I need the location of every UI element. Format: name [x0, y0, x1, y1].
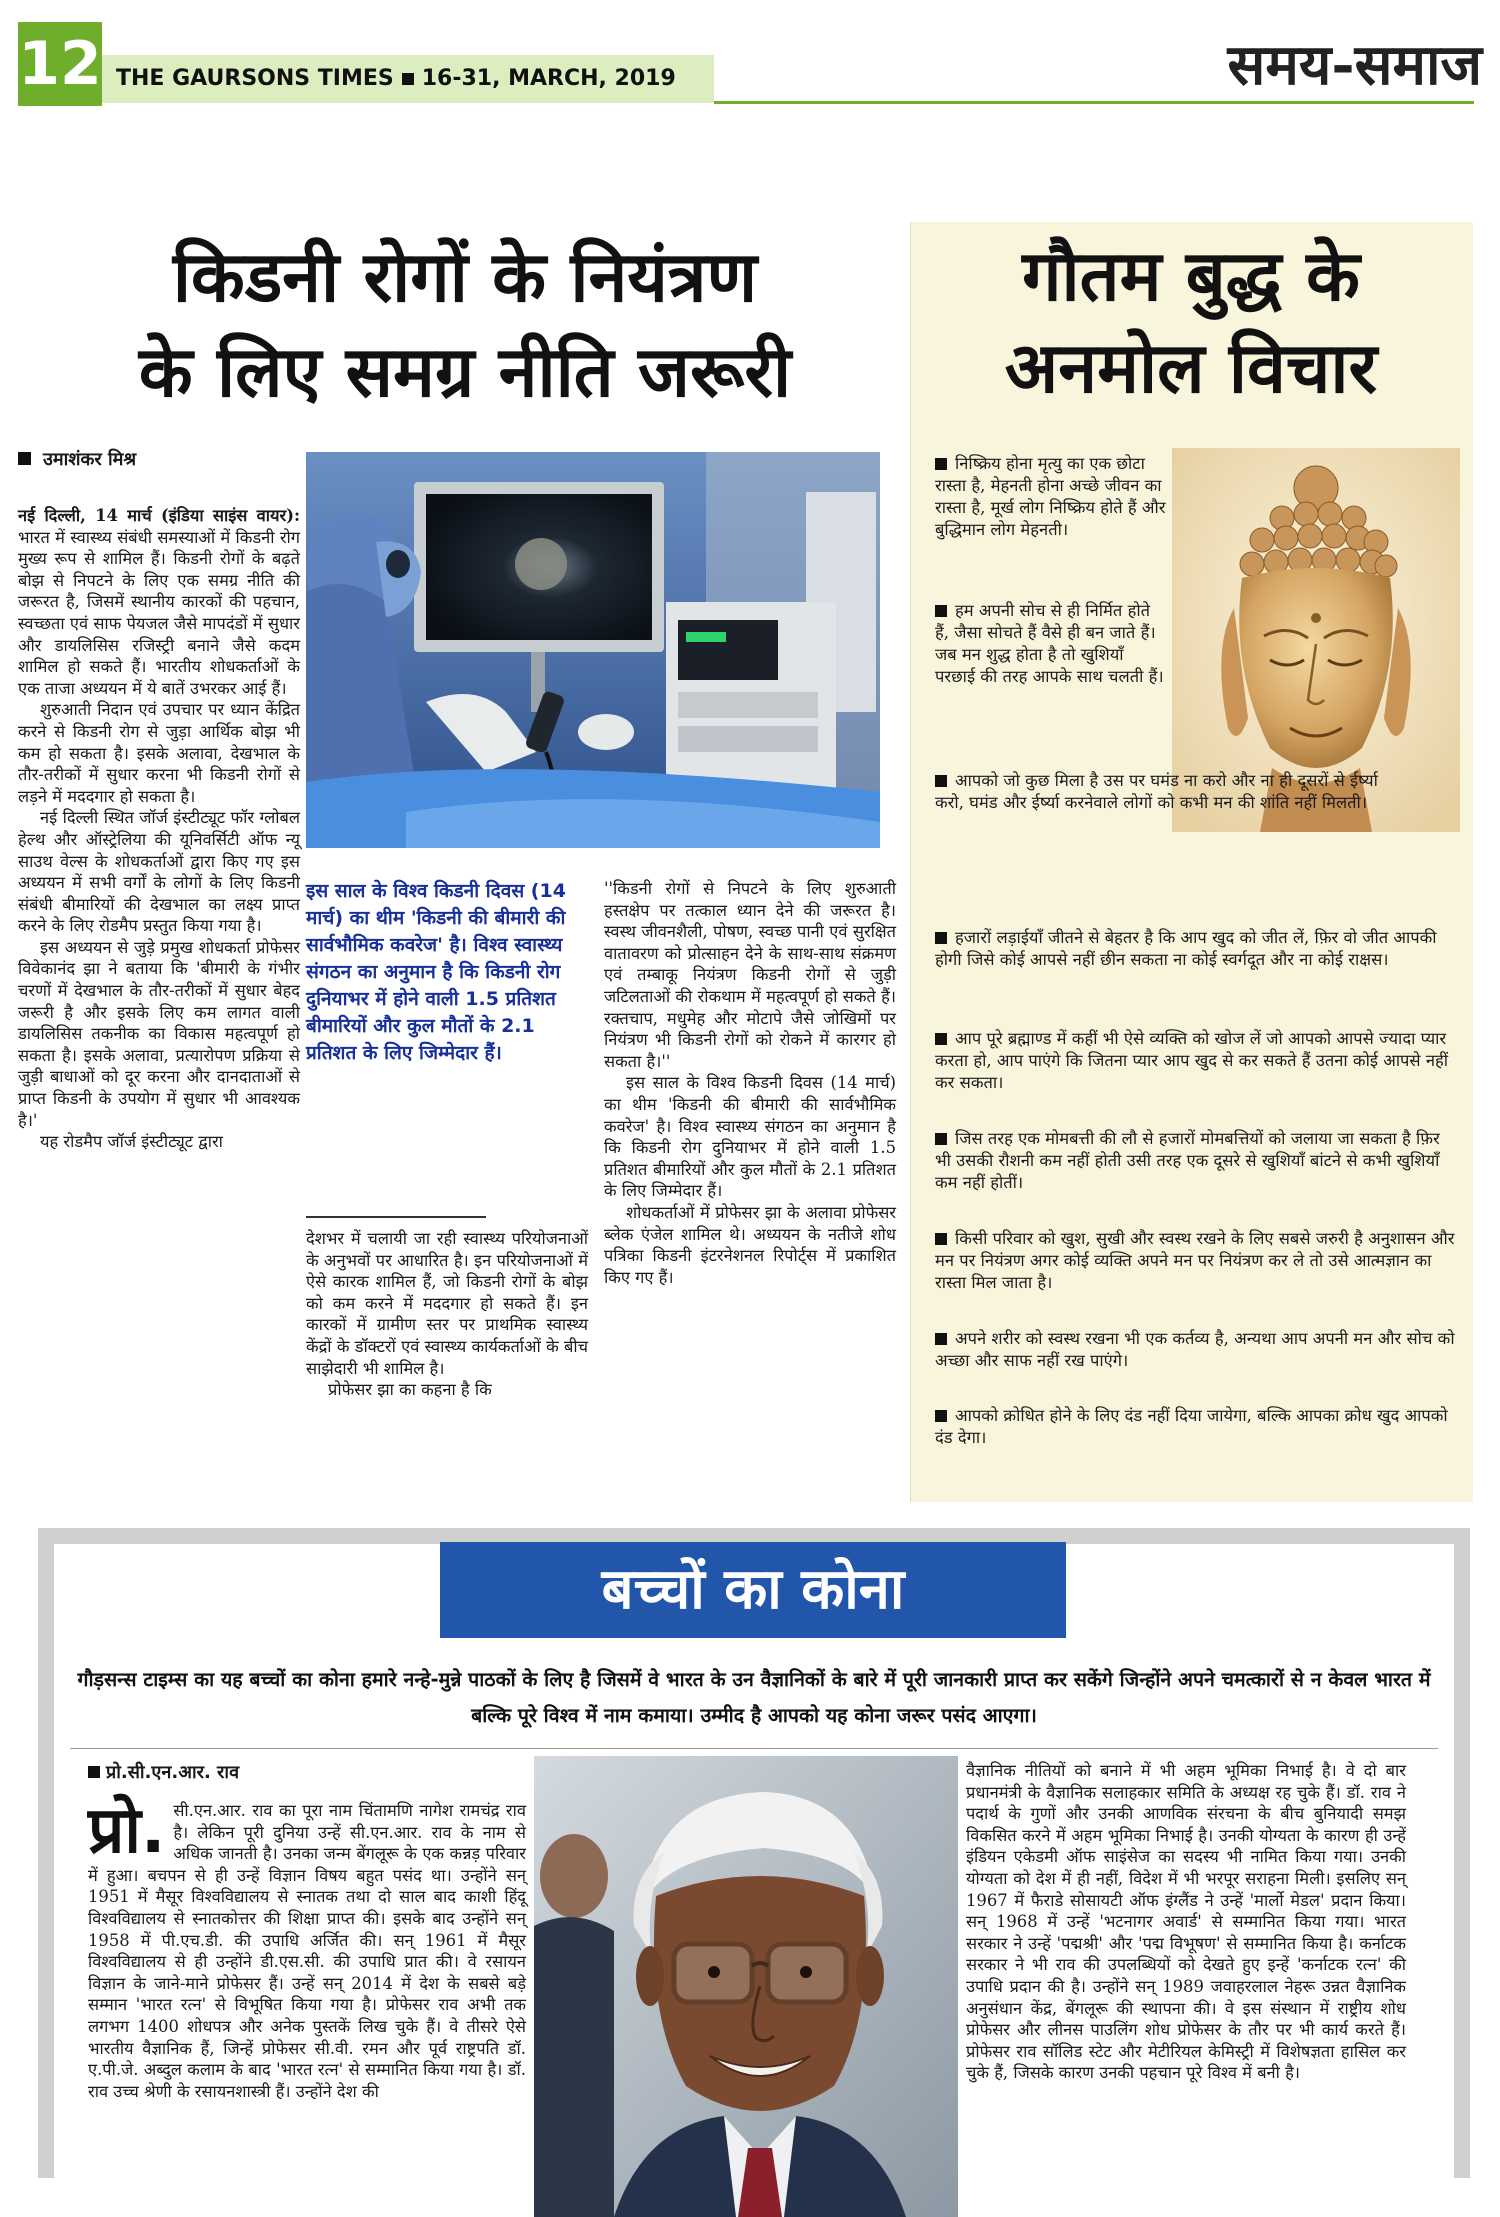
- buddha-quotes-box: [910, 222, 1473, 1502]
- square-bullet-icon: [935, 1133, 947, 1145]
- drop-cap: प्रो.: [88, 1794, 166, 1868]
- square-bullet-icon: [18, 452, 31, 465]
- square-bullet-icon: [88, 1766, 100, 1778]
- paragraph: नई दिल्ली स्थित जॉर्ज इंस्टीट्यूट फॉर ग्लोबल हेल्थ और ऑस्ट्रेलिया की यूनिवर्सिटी ऑफ न्यू साउथ वेल्स के शोधकर्ताओं द्वारा किए गए इस अध्ययन में सभी वर्गों के लोगों के लिए किडनी संबंधी बीमारियों की देखभाल का लक्ष्य प्राप्त करने के लिए रोडमैप प्रस्तुत किया गया है।: [18, 808, 300, 936]
- byline-text: प्रो.सी.एन.आर. राव: [106, 1762, 240, 1783]
- square-bullet-icon: [935, 1410, 947, 1422]
- section-title: समय-समाज: [1227, 32, 1482, 98]
- quote-text: अपने शरीर को स्वस्थ रखना भी एक कर्तव्य है, अन्यथा आप अपनी मन और सोच को अच्छा और साफ नहीं रख पाएंगे।: [935, 1329, 1455, 1370]
- masthead-strip: [102, 55, 714, 103]
- buddha-quote-2: [935, 600, 1167, 688]
- quote-text: किसी परिवार को खुश, सुखी और स्वस्थ रखने के लिए सबसे जरुरी है अनुशासन और मन पर नियंत्रण अगर कोई व्यक्ति अपने मन पर नियंत्रण कर ले तो उसे आत्मज्ञान का रास्ता मिल जाता है।: [935, 1229, 1455, 1292]
- paragraph: देशभर में चलायी जा रही स्वास्थ्य परियोजनाओं के अनुभवों पर आधारित है। इन परियोजनाओं में ऐसे कारक शामिल हैं, जो किडनी रोगों के बोझ को कम करने में मददगार हो सकते हैं। इन कारकों में ग्रामीण स्तर पर प्राथमिक स्वास्थ्य केंद्रों के डॉक्टरों एवं स्वास्थ्य कार्यकर्ताओं के बीच साझेदारी भी शामिल है।: [306, 1229, 588, 1378]
- surgery-illustration: [306, 452, 880, 848]
- buddha-quote-9: [935, 1405, 1455, 1449]
- pull-quote: इस साल के विश्व किडनी दिवस (14 मार्च) का थीम 'किडनी की बीमारी की सार्वभौमिक कवरेज' है। विश्व स्वास्थ्य संगठन का अनुमान है कि किडनी रोग दुनियाभर में होने वाली 1.5 प्रतिशत बीमारियों और कुल मौतों के 2.1 प्रतिशत के लिए जिम्मेदार हैं।: [306, 880, 566, 1064]
- paragraph-text: सी.एन.आर. राव का पूरा नाम चिंतामणि नागेश रामचंद्र राव है। लेकिन पूरी दुनिया उन्हें सी.एन.आर. राव के नाम से अधिक जानती है। उनका जन्म बेंगलूरू के एक कन्नड़ परिवार में हुआ। बचपन से ही उन्हें विज्ञान विषय बहुत पसंद था। उन्होंने सन् 1951 में मैसूर विश्वविद्यालय से स्नातक तथा दो साल बाद काशी हिंदू विश्वविद्यालय से स्नातकोत्तर की शिक्षा प्राप्त की। इसके बाद उन्होंने सन् 1958 में पी.एच.डी. की उपाधि अर्जित की। सन् 1961 में मैसूर विश्वविद्यालय से ही उन्होंने डी.एस.सी. की उपाधि प्रात की। वे रसायन विज्ञान के जाने-माने प्रोफेसर हैं। उन्हें सन् 2014 में देश के सबसे बड़े सम्मान 'भारत रत्न' से विभूषित किया गया है। प्रोफेसर राव अभी तक लगभग 1400 शोधपत्र और अनेक पुस्तकें लिख चुके हैं। वे तीसरे ऐसे भारतीय वैज्ञानिक हैं, जिन्हें प्रोफेसर सी.वी. रमन और पूर्व राष्ट्रपति डॉ. ए.पी.जे. अब्दुल कलाम के बाद 'भारत रत्न' से सम्मानित किया गया है। डॉ. राव उच्च श्रेणी के रसायनशास्त्री हैं। उन्होंने देश की: [88, 1801, 526, 2101]
- buddha-heading: [910, 230, 1472, 414]
- square-bullet-icon: [402, 73, 414, 85]
- buddha-quote-1: [935, 453, 1167, 541]
- buddha-quote-4: [935, 927, 1455, 971]
- issue-date: 16-31, MARCH, 2019: [421, 66, 676, 91]
- article-column-3: [604, 878, 896, 1288]
- square-bullet-icon: [935, 1333, 947, 1345]
- buddha-heading-line-2: अनमोल विचार: [1004, 327, 1378, 409]
- paragraph: शोधकर्ताओं में प्रोफेसर झा के अलावा प्रोफेसर ब्लेक एंजेल शामिल थे। अध्ययन के नतीजे शोध पत्रिका किडनी इंटरनेशनल रिपोर्ट्स में प्रकाशित किए गए हैं।: [604, 1202, 896, 1287]
- kids-corner-frame-left: [38, 1528, 54, 2178]
- portrait-illustration: [534, 1756, 958, 2217]
- square-bullet-icon: [935, 458, 947, 470]
- square-bullet-icon: [935, 605, 947, 617]
- paragraph: इस अध्ययन से जुड़े प्रमुख शोधकर्ता प्रोफेसर विवेकानंद झा ने बताया कि 'बीमारी के गंभीर चरणों में देखभाल के तौर-तरीकों में सुधार बेहद जरूरी है और इसके लिए कम लागत वाली डायलिसिस तकनीक का विकास महत्वपूर्ण हो सकता है। इसके अलावा, प्रत्यारोपण प्रक्रिया से जुड़ी बाधाओं को दूर करना और दानदाताओं से प्राप्त किडनी के उपयोग में सुधार भी आवश्यक है।': [18, 937, 300, 1130]
- kids-corner-intro-rule: [70, 1748, 1438, 1749]
- byline-text: उमाशंकर मिश्र: [43, 449, 137, 470]
- paragraph-text: भारत में स्वास्थ्य संबंधी समस्याओं में किडनी रोग मुख्य रूप से शामिल हैं। किडनी रोगों के बढ़ते बोझ से निपटने के लिए एक समग्र नीति की जरूरत है, जिसमें स्थानीय कारकों की पहचान, स्वच्छता एवं साफ पेयजल जैसे मापदंडों में सुधार और डायलिसिस रजिस्ट्री बनाने जैसे कदम शामिल हो सकते हैं। भारतीय शोधकर्ताओं के एक ताजा अध्ययन में ये बातें उभरकर आई हैं।: [18, 527, 300, 698]
- buddha-quote-3: [935, 770, 1387, 814]
- buddha-quote-8: [935, 1328, 1455, 1372]
- kidney-surgery-photo: [306, 452, 880, 848]
- quote-text: आपको क्रोधित होने के लिए दंड नहीं दिया जायेगा, बल्कि आपका क्रोध खुद आपको दंड देगा।: [935, 1406, 1448, 1447]
- buddha-quote-5: [935, 1028, 1455, 1094]
- article-column-1: [18, 505, 300, 1153]
- kids-corner-intro: गौड़सन्स टाइम्स का यह बच्चों का कोना हमारे नन्हे-मुन्ने पाठकों के लिए है जिसमें वे भारत के उन वैज्ञानिकों के बारे में पूरी जानकारी प्राप्त कर सकेंगे जिन्होंने अपने चमत्कारों से न केवल भारत में बल्कि पूरे विश्व में नाम कमाया। उम्मीद है आपको यह कोना जरूर पसंद आएगा।: [77, 1668, 1431, 1727]
- quote-text: आपको जो कुछ मिला है उस पर घमंड ना करो और ना ही दूसरों से ईर्ष्या करो, घमंड और ईर्ष्या करनेवाले लोगों को कभी मन की शांति नहीं मिलती।: [935, 771, 1378, 812]
- buddha-quote-6: [935, 1128, 1455, 1194]
- dateline: नई दिल्ली, 14 मार्च (इंडिया साइंस वायर):: [18, 506, 300, 525]
- kids-corner-frame-right: [1454, 1528, 1470, 2178]
- pull-quote-rule: [306, 1216, 486, 1218]
- paragraph: इस साल के विश्व किडनी दिवस (14 मार्च) का थीम 'किडनी की बीमारी की सार्वभौमिक कवरेज' है। विश्व स्वास्थ्य संगठन का अनुमान है कि किडनी रोग दुनियाभर में होने वाली 1.5 प्रतिशत बीमारियों और कुल मौतों के 2.1 प्रतिशत के लिए जिम्मेदार हैं।: [604, 1073, 896, 1201]
- square-bullet-icon: [935, 932, 947, 944]
- paragraph: शुरुआती निदान एवं उपचार पर ध्यान केंद्रित करने से किडनी रोग से जुड़ा आर्थिक बोझ भी कम हो सकता है। इसके अलावा, देखभाल के तौर-तरीकों में सुधार करना भी किडनी रोगों से लड़ने में मददगार हो सकता है।: [18, 700, 300, 806]
- headline-line-1: किडनी रोगों के नियंत्रण: [172, 236, 758, 318]
- cnr-rao-portrait: [534, 1756, 958, 2217]
- buddha-quote-7: [935, 1228, 1455, 1294]
- kids-corner-banner: बच्चों का कोना: [440, 1542, 1066, 1638]
- article-byline: [18, 447, 298, 471]
- quote-text: हम अपनी सोच से ही निर्मित होते हैं, जैसा सोचते हैं वैसे ही बन जाते हैं। जब मन शुद्ध होता है तो खुशियाँ परछाई की तरह आपके साथ चलती हैं।: [935, 601, 1164, 686]
- paragraph: यह रोडमैप जॉर्ज इंस्टीट्यूट द्वारा: [40, 1132, 223, 1152]
- square-bullet-icon: [935, 1233, 947, 1245]
- paper-name: THE GAURSONS TIMES: [116, 66, 394, 91]
- quote-text: हजारों लड़ाईयाँ जीतने से बेहतर है कि आप खुद को जीत लें, फ़िर वो जीत आपकी होगी जिसे कोई आपसे नहीं छीन सकता ना कोई स्वर्गदूत और ना कोई राक्षस।: [935, 928, 1437, 969]
- article-headline: [85, 230, 845, 420]
- paragraph: [18, 505, 300, 699]
- quote-text: निष्क्रिय होना मृत्यु का एक छोटा रास्ता है, मेहनती होना अच्छे जीवन का रास्ता है, मूर्ख लोग निष्क्रिय होते हैं और बुद्धिमान लोग मेहनती।: [935, 454, 1166, 539]
- paragraph: वैज्ञानिक नीतियों को बनाने में भी अहम भूमिका निभाई है। वे दो बार प्रधानमंत्री के वैज्ञानिक सलाहकार समिति के अध्यक्ष रह चुके हैं। डॉ. राव ने पदार्थ के गुणों और उनकी आणविक संरचना के बीच बुनियादी समझ विकसित करने में अहम भूमिका निभाई है। उनकी योग्यता के कारण ही उन्हें इंडियन एकेडमी ऑफ साइंसेज का सदस्य भी नामित किया गया। उनकी योग्यता को देश में ही नहीं, विदेश में भी भरपूर सराहना मिली। इसलिए सन् 1967 में फैराडे सोसायटी ऑफ इंग्लैंड ने उन्हें 'मार्लो मेडल' प्रदान किया। सन् 1968 में उन्हें 'भटनागर अवार्ड' से सम्मानित किया गया। भारत सरकार ने उन्हें 'पद्मश्री' और 'पद्म विभूषण' से सम्मानित किया है। कर्नाटक सरकार ने भी राव की उपलब्धियों को देखते हुए इन्हें 'कर्नाटक रत्न' की उपाधि प्रदान की है। उन्होंने सन् 1989 जवाहरलाल नेहरू उन्नत वैज्ञानिक अनुसंधान केंद्र, बेंगलूरू की स्थापना की। वे इस संस्थान में राष्ट्रीय शोध प्रोफेसर और लीनस पाउलिंग शोध प्रोफेसर के तौर पर भी कार्य करते हैं। प्रोफेसर राव सॉलिड स्टेट और मेटीरियल केमिस्ट्री में विशेषज्ञता हासिल कर चुके हैं, जिसके कारण उनकी पहचान पूरे विश्व में बनी है।: [966, 1761, 1406, 2083]
- masthead-rule: [714, 101, 1474, 104]
- square-bullet-icon: [935, 775, 947, 787]
- buddha-heading-line-1: गौतम बुद्ध के: [1022, 235, 1360, 317]
- headline-line-2: के लिए समग्र नीति जरूरी: [138, 331, 792, 413]
- kids-corner-column-2: [966, 1760, 1406, 2084]
- article-column-2: [306, 1228, 588, 1401]
- paragraph: ''किडनी रोगों से निपटने के लिए शुरुआती हस्तक्षेप पर तत्काल ध्यान देने की जरूरत है। स्वस्थ जीवनशैली, पोषण, स्वच्छ पानी एवं सुरक्षित वातावरण को प्रोत्साहन देने के साथ-साथ संक्रमण एवं तम्बाकू नियंत्रण किडनी रोगों से जुड़ी जटिलताओं की रोकथाम में महत्वपूर्ण हो सकते हैं। रक्तचाप, मधुमेह और मोटापे जैसे जोखिमों पर नियंत्रण भी किडनी रोगों को रोकने में कारगर हो सकता है।'': [604, 879, 896, 1071]
- quote-text: जिस तरह एक मोमबत्ती की लौ से हजारों मोमबत्तियों को जलाया जा सकता है फ़िर भी उसकी रौशनी कम नहीं होती उसी तरह एक दूसरे से खुशियाँ बांटने से कभी खुशियाँ कम नहीं होतीं।: [935, 1129, 1440, 1192]
- kids-corner-byline: [88, 1760, 239, 1784]
- page-number: 12: [18, 22, 102, 106]
- square-bullet-icon: [935, 1033, 947, 1045]
- kids-corner-column-1: [88, 1794, 526, 2102]
- quote-text: आप पूरे ब्रह्माण्ड में कहीं भी ऐसे व्यक्ति को खोज लें जो आपको आपसे ज्यादा प्यार करता हो, आप पाएंगे कि जितना प्यार आप खुद से कर सकते हैं उतना कोई आपसे नहीं कर सकता।: [935, 1029, 1449, 1092]
- paragraph: प्रोफेसर झा का कहना है कि: [328, 1380, 492, 1400]
